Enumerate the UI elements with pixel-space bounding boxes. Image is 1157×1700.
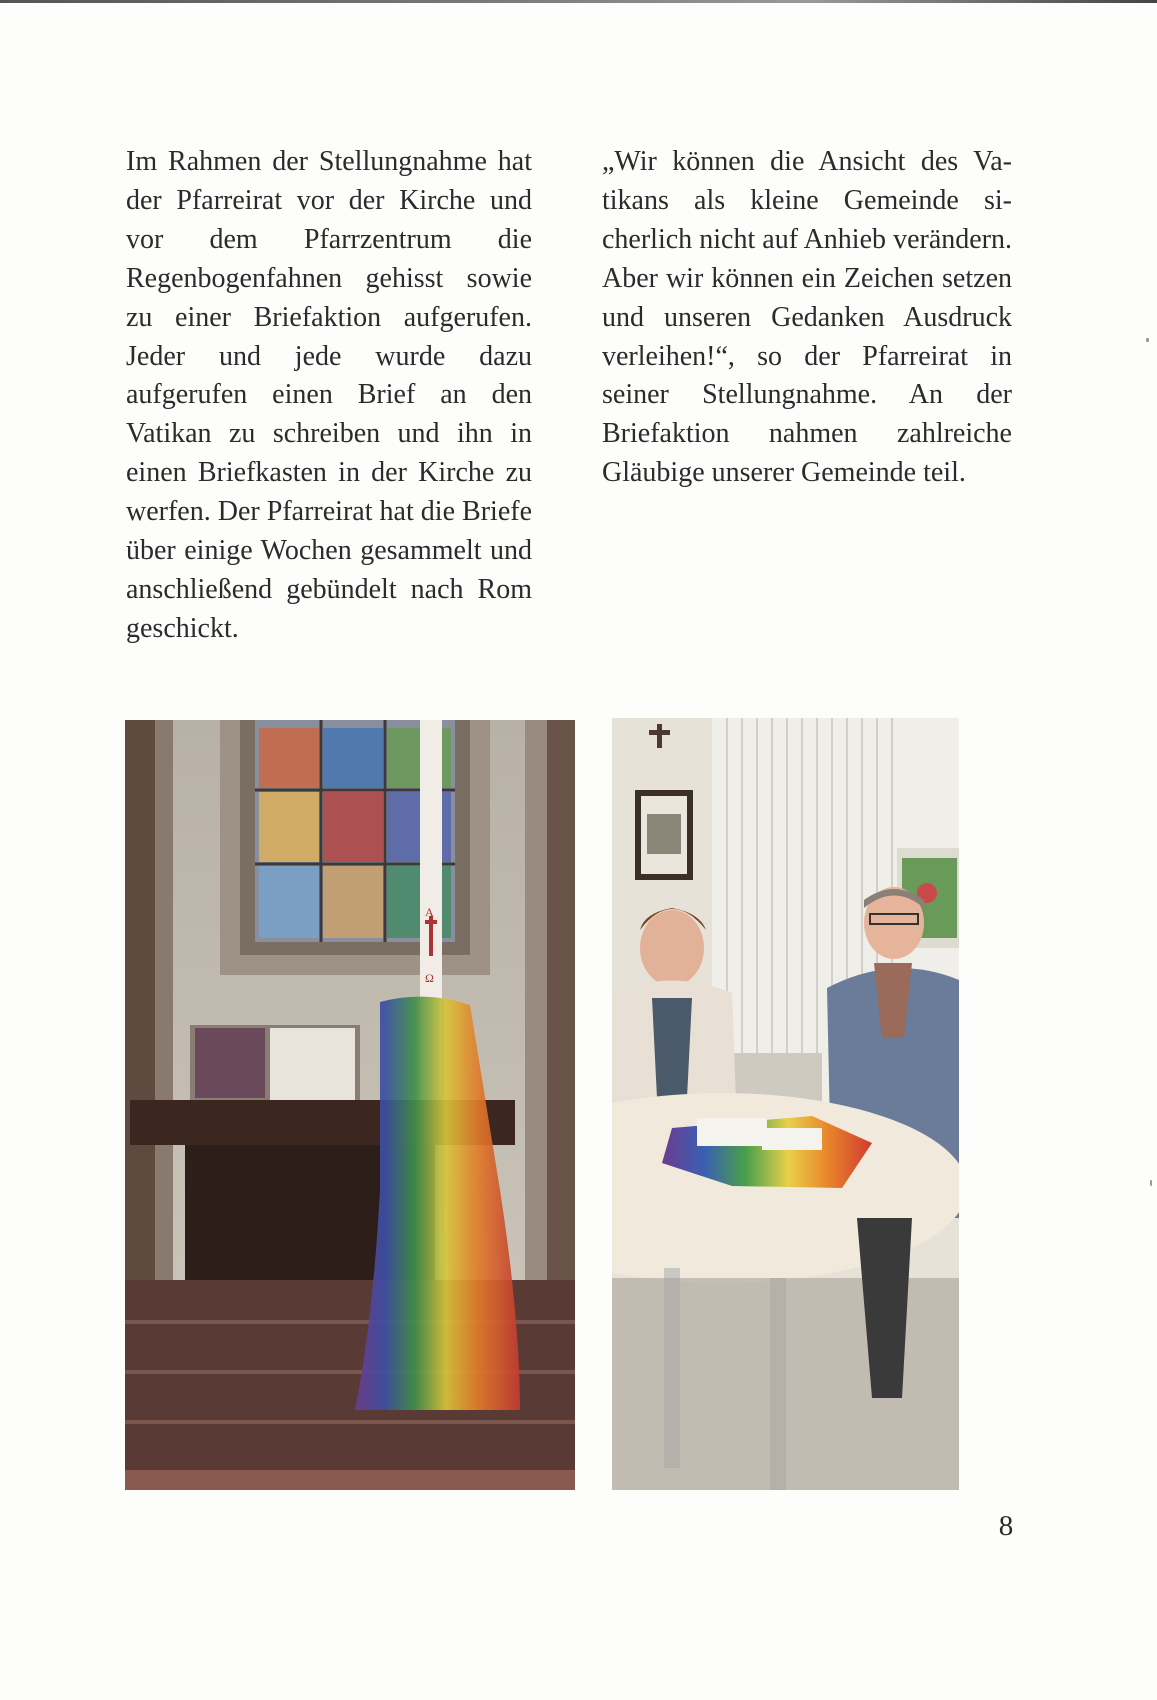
right-text-column [602,143,1012,493]
scan-speck [1146,338,1149,342]
svg-text:Ω: Ω [425,971,434,985]
page-number: 8 [998,1510,1014,1542]
scan-speck [1150,1180,1152,1186]
meeting-table-photo [612,718,959,1490]
top-scan-edge [0,0,1157,3]
church-altar-illustration [125,720,575,1490]
left-paragraph: Im Rahmen der Stellungnahme hat der Pfarreirat vor der Kirche und vor dem Pfarrzentrum die Regenbogenfahnen gehisst sowie zu einer Briefaktion aufgerufen. Jeder und jede wurde dazu aufgerufen einen Brief an den Vatikan zu schreiben und ihn in einen Briefkasten in der Kirche zu werfen. Der Pfarreirat hat die Briefe über einige Wochen gesammelt und anschließend gebündelt nach Rom geschickt. [126,146,532,644]
meeting-table-illustration [612,718,959,1490]
left-text-column [126,143,532,649]
church-altar-photo [125,720,575,1490]
right-paragraph: „Wir können die Ansicht des Vatikans als kleine Gemeinde sicherlich nicht auf Anhieb verändern. Aber wir können ein Zeichen setzen und unseren Gedanken Ausdruck verleihen!“, so der Pfarreirat in seiner Stellungnahme. An der Briefaktion nahmen zahlreiche Gläubige unserer Gemeinde teil. [602,146,1012,489]
svg-text:A: A [425,905,434,919]
